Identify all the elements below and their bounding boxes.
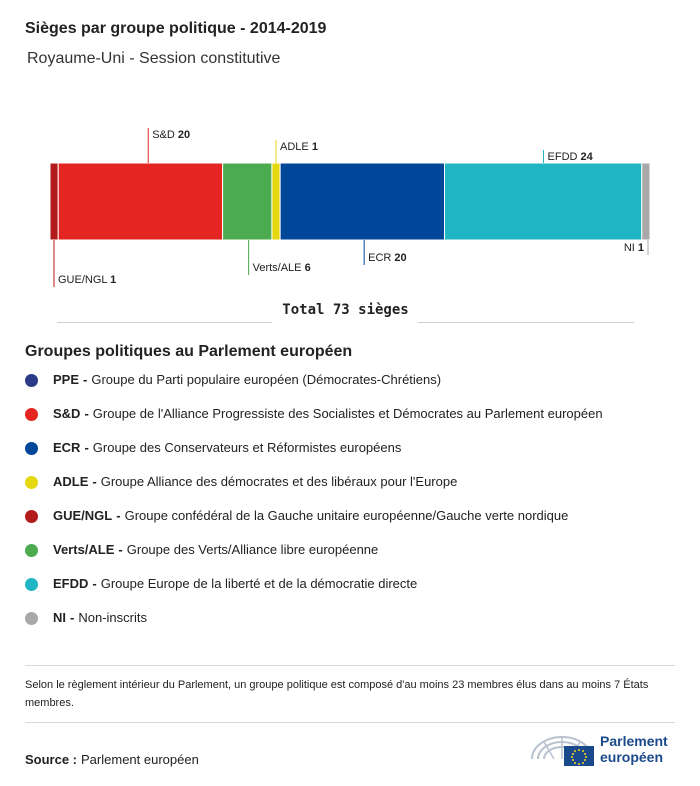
legend-description: Non-inscrits bbox=[78, 610, 147, 625]
data-label bbox=[253, 262, 311, 274]
legend-dash: - bbox=[83, 372, 88, 387]
legend bbox=[25, 372, 603, 644]
legend-item bbox=[25, 372, 603, 406]
source-value: Parlement européen bbox=[81, 752, 199, 767]
legend-item bbox=[25, 406, 603, 440]
legend-dash: - bbox=[92, 576, 97, 591]
legend-item bbox=[25, 474, 603, 508]
data-label-category: ECR bbox=[368, 252, 395, 264]
legend-code: GUE/NGL bbox=[53, 508, 113, 523]
legend-dash: - bbox=[70, 610, 75, 625]
chart-subtitle: Royaume-Uni - Session constitutive bbox=[27, 50, 281, 67]
legend-swatch bbox=[25, 476, 38, 489]
bar-segment-ni bbox=[642, 163, 650, 240]
legend-dash: - bbox=[84, 406, 89, 421]
bar-segment-efdd bbox=[445, 163, 642, 240]
data-label-value: 6 bbox=[304, 262, 311, 274]
legend-description: Groupe de l'Alliance Progressiste des Socialistes et Démocrates au Parlement européen bbox=[92, 406, 603, 421]
chart-title: Sièges par groupe politique - 2014-2019 bbox=[25, 20, 327, 37]
legend-item bbox=[25, 576, 603, 610]
legend-dash: - bbox=[84, 440, 89, 455]
legend-swatch bbox=[25, 578, 38, 591]
data-label bbox=[368, 252, 407, 264]
data-label-value: 1 bbox=[637, 242, 644, 254]
legend-code: NI bbox=[53, 610, 66, 625]
legend-item bbox=[25, 542, 603, 576]
legend-dash: - bbox=[92, 474, 97, 489]
legend-swatch bbox=[25, 612, 38, 625]
legend-code: Verts/ALE bbox=[53, 542, 115, 557]
total-seats-label: Total 73 sièges bbox=[282, 302, 409, 318]
bar-segment-verts-ale bbox=[223, 163, 272, 240]
data-label-category: S&D bbox=[152, 129, 178, 141]
data-label bbox=[624, 242, 644, 254]
legend-description: Groupe des Verts/Alliance libre européenne bbox=[126, 542, 379, 557]
data-label-category: EFDD bbox=[547, 151, 581, 163]
bar-segment-gue-ngl bbox=[50, 163, 58, 240]
total-divider-right bbox=[418, 322, 634, 323]
data-label bbox=[280, 141, 318, 153]
bar-segment-s-d bbox=[58, 163, 222, 240]
source-label: Source : bbox=[25, 752, 78, 767]
data-label-category: Verts/ALE bbox=[252, 262, 305, 274]
legend-description: Groupe Europe de la liberté et de la démocratie directe bbox=[100, 576, 418, 591]
legend-code: PPE bbox=[53, 372, 80, 387]
bar-segment-adle bbox=[272, 163, 280, 240]
data-label-value: 20 bbox=[177, 129, 191, 141]
parliament-logo bbox=[528, 729, 678, 769]
legend-code: S&D bbox=[53, 406, 81, 421]
hemicycle-logo-icon bbox=[528, 729, 598, 769]
legend-swatch bbox=[25, 544, 38, 557]
legend-description: Groupe des Conservateurs et Réformistes européens bbox=[92, 440, 402, 455]
legend-swatch bbox=[25, 374, 38, 387]
legend-dash: - bbox=[116, 508, 121, 523]
data-label bbox=[152, 129, 190, 141]
logo-line2: européen bbox=[600, 749, 664, 765]
legend-swatch bbox=[25, 442, 38, 455]
bar-segment-ecr bbox=[280, 163, 444, 240]
legend-swatch bbox=[25, 510, 38, 523]
data-label bbox=[548, 151, 594, 163]
data-label-value: 1 bbox=[110, 274, 117, 286]
source bbox=[25, 752, 199, 767]
data-label-category: NI bbox=[623, 242, 638, 254]
data-label-value: 24 bbox=[580, 151, 593, 163]
legend-code: ADLE bbox=[53, 474, 89, 489]
total-divider-left bbox=[57, 322, 272, 323]
data-label-value: 20 bbox=[394, 252, 407, 264]
data-label bbox=[58, 274, 116, 286]
stacked-bar-chart bbox=[0, 0, 700, 300]
footnote: Selon le règlement intérieur du Parlement, un groupe politique est composé d'au moins 23 membres élus dans au moins 7 États membres. bbox=[25, 665, 675, 723]
legend-dash: - bbox=[118, 542, 123, 557]
legend-description: Groupe Alliance des démocrates et des libéraux pour l'Europe bbox=[100, 474, 458, 489]
legend-title: Groupes politiques au Parlement européen bbox=[25, 343, 353, 360]
legend-item bbox=[25, 610, 603, 644]
data-label-category: GUE/NGL bbox=[58, 274, 111, 286]
legend-description: Groupe du Parti populaire européen (Démocrates-Chrétiens) bbox=[91, 372, 442, 387]
data-label-value: 1 bbox=[311, 141, 318, 153]
legend-code: EFDD bbox=[53, 576, 89, 591]
legend-item bbox=[25, 440, 603, 474]
logo-line1: Parlement bbox=[600, 733, 668, 749]
legend-item bbox=[25, 508, 603, 542]
legend-description: Groupe confédéral de la Gauche unitaire européenne/Gauche verte nordique bbox=[124, 508, 569, 523]
legend-swatch bbox=[25, 408, 38, 421]
legend-code: ECR bbox=[53, 440, 81, 455]
data-label-category: ADLE bbox=[280, 141, 312, 153]
